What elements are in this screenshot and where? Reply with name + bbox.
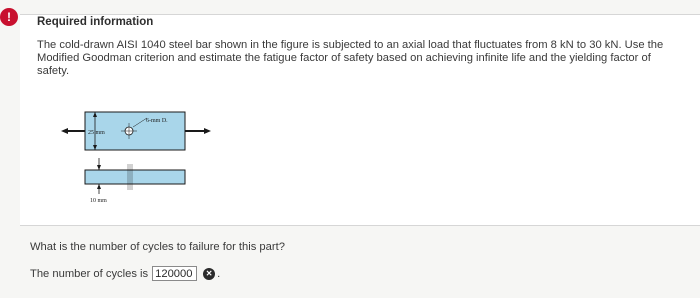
alert-icon: ! [0,8,18,26]
bar-diagram [55,98,225,214]
incorrect-icon: ✕ [203,268,215,280]
answer-row [30,266,220,281]
right-arrow-head [204,128,211,134]
thickness-label: 10 mm [90,198,107,204]
answer-suffix: . [217,267,221,280]
problem-statement: The cold-drawn AISI 1040 steel bar shown in the figure is subjected to an axial load that fluctuates from 8 kN to 30 kN. Use the Modified Goodman criterion and estimate the fatigue factor of safety based on achieving infinite life and the yielding factor of safety. [37,39,664,77]
info-title: Required information [37,16,154,28]
left-arrow-head [61,128,68,134]
hole-label: 6-mm D. [146,118,168,124]
thickness-arrow-top [97,165,101,170]
cycles-answer-input[interactable] [152,266,197,281]
thickness-arrow-bottom [97,184,101,189]
steel-bar-figure [55,98,225,214]
width-label: 25 mm [88,130,105,136]
bar-side-view [85,170,185,184]
question-text: What is the number of cycles to failure for this part? [30,241,285,253]
answer-label: The number of cycles is [30,267,149,280]
